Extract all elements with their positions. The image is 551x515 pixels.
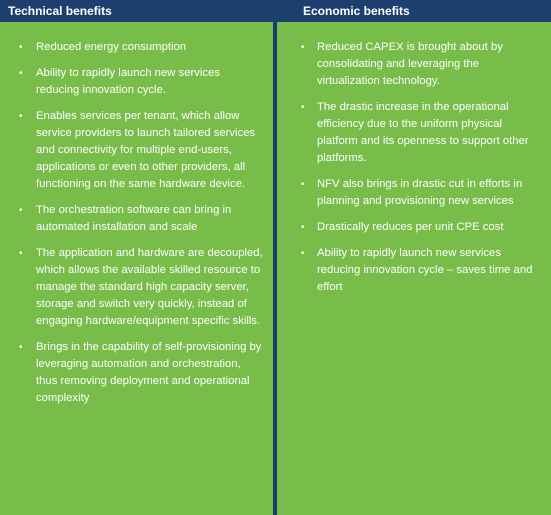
- list-item: [0, 65, 273, 99]
- bullet-icon: •: [19, 42, 23, 53]
- bullet-icon: •: [19, 342, 23, 353]
- list-item-text: Ability to rapidly launch new services reducing innovation cycle – saves time and effort: [317, 247, 533, 293]
- bullet-icon: •: [301, 102, 305, 113]
- list-item: [0, 39, 273, 56]
- list-item-text: The orchestration software can bring in automated installation and scale: [36, 204, 232, 233]
- technical-benefits-column: [0, 0, 273, 515]
- bullet-icon: •: [301, 248, 305, 259]
- list-item: [0, 108, 273, 193]
- list-item: [277, 39, 551, 90]
- bullet-icon: •: [19, 68, 23, 79]
- list-item: [0, 339, 273, 407]
- list-item-text: Reduced CAPEX is brought about by consolidating and leveraging the virtualization technology.: [317, 41, 503, 87]
- list-item-text: Brings in the capability of self-provisioning by leveraging automation and orchestration, thus removing deployment and operational complexity: [36, 341, 262, 404]
- bullet-icon: •: [19, 111, 23, 122]
- technical-benefits-header: Technical benefits: [0, 0, 273, 22]
- bullet-icon: •: [301, 42, 305, 53]
- bullet-icon: •: [19, 248, 23, 259]
- list-item-text: NFV also brings in drastic cut in efforts in planning and provisioning new services: [317, 178, 523, 207]
- list-item: [277, 176, 551, 210]
- list-item: [0, 202, 273, 236]
- economic-benefits-column: [277, 0, 551, 515]
- list-item-text: Drastically reduces per unit CPE cost: [317, 221, 504, 233]
- list-item: [277, 99, 551, 167]
- list-item: [277, 245, 551, 296]
- list-item-text: The application and hardware are decoupled, which allows the available skilled resource to manage the standard high capacity server, storage and switch very quickly, instead of engaging hardware/equipment specific skills.: [36, 247, 263, 327]
- technical-benefits-list: [0, 22, 273, 407]
- list-item-text: The drastic increase in the operational efficiency due to the uniform physical platform and its openness to support other platforms.: [317, 101, 529, 164]
- list-item: [0, 245, 273, 330]
- list-item-text: Reduced energy consumption: [36, 41, 187, 53]
- economic-benefits-header: Economic benefits: [277, 0, 551, 22]
- list-item-text: Enables services per tenant, which allow service providers to launch tailored services and connectivity for multiple end-users, applications or even to other providers, all functioning on the same hardware device.: [36, 110, 256, 190]
- list-item: [277, 219, 551, 236]
- bullet-icon: •: [301, 179, 305, 190]
- list-item-text: Ability to rapidly launch new services reducing innovation cycle.: [36, 67, 220, 96]
- bullet-icon: •: [301, 222, 305, 233]
- economic-benefits-list: [277, 22, 551, 296]
- bullet-icon: •: [19, 205, 23, 216]
